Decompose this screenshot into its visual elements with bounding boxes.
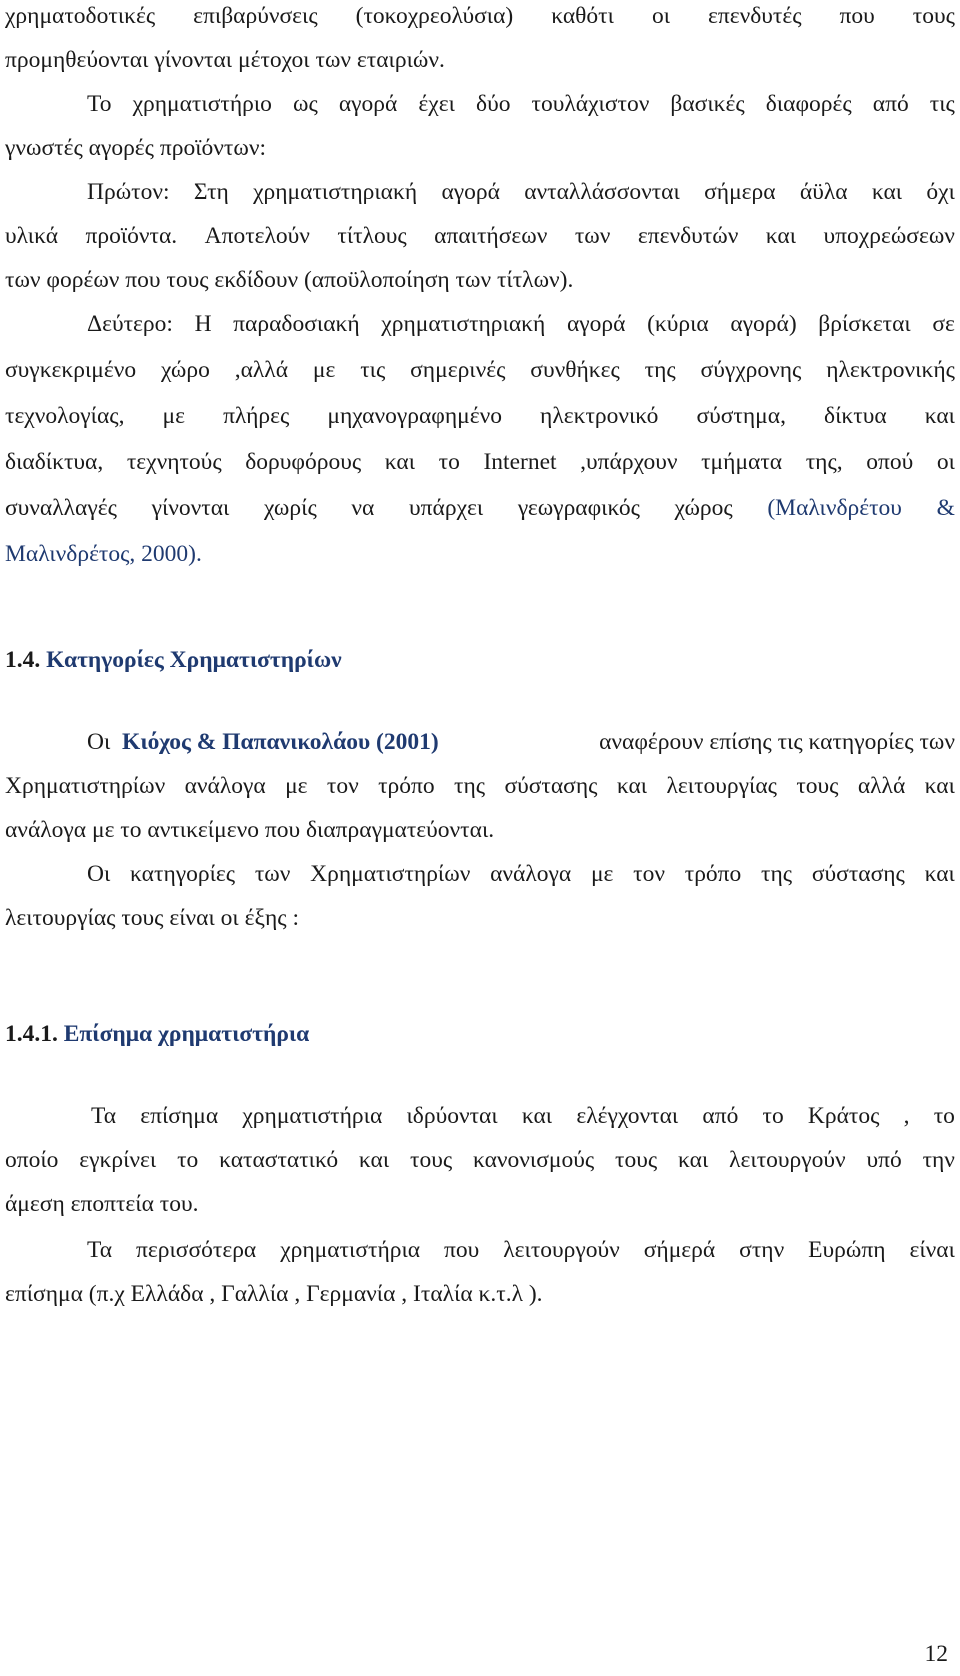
word: τεχνητούς: [126, 449, 222, 475]
word: σήμερα: [704, 179, 776, 205]
word: (τοκοχρεολύσια): [355, 3, 514, 29]
word: δύο: [476, 91, 511, 117]
word: Πρώτον:: [87, 179, 170, 205]
paragraph-line: [5, 310, 955, 338]
paragraph-line: [5, 860, 955, 888]
paragraph-line: [5, 772, 955, 800]
word: τους: [410, 1147, 453, 1173]
word: την: [922, 1147, 955, 1173]
word: που: [444, 1237, 480, 1263]
paragraph-line: [5, 448, 955, 476]
word: διαδίκτυα,: [5, 449, 104, 475]
word: ηλεκτρονικής: [826, 357, 955, 383]
word: ,αλλά: [234, 357, 289, 383]
word: επενδυτές: [708, 3, 802, 29]
word: υπό: [866, 1147, 902, 1173]
word: Αποτελούν: [204, 223, 310, 249]
word: συγκεκριμένο: [5, 357, 137, 383]
word: συναλλαγές: [5, 495, 117, 521]
word: χρηματοδοτικές: [5, 3, 156, 29]
word: και: [678, 1147, 709, 1173]
word: και: [924, 773, 955, 799]
word: οι: [651, 3, 671, 29]
word: από: [872, 91, 909, 117]
word: ,: [903, 1103, 910, 1129]
word: κατηγορίες: [130, 861, 236, 887]
word: και: [924, 861, 955, 887]
word: και: [358, 1147, 390, 1173]
subsection-heading: 1.4.1. Επίσημα χρηματιστήρια: [5, 1021, 310, 1047]
citation-word: (Μαλινδρέτου: [767, 495, 902, 521]
citation: Μαλινδρέτος, 2000).: [5, 541, 202, 567]
word: Οι: [87, 861, 111, 887]
word: τους: [912, 3, 955, 29]
word: με: [162, 403, 185, 429]
word: Κράτος: [807, 1103, 880, 1129]
word: διαφορές: [765, 91, 852, 117]
word: τίτλους: [337, 223, 407, 249]
word: βασικές: [670, 91, 745, 117]
word: της: [761, 861, 793, 887]
word: χρηματιστηριακή: [253, 179, 418, 205]
word: προϊόντα.: [85, 223, 178, 249]
word: χρηματιστήρια: [242, 1103, 383, 1129]
paragraph-line: των φορέων που τους εκδίδουν (αποϋλοποίηση των τίτλων).: [5, 267, 574, 293]
word: παραδοσιακή: [233, 311, 360, 337]
word: και: [871, 179, 903, 205]
word: εγκρίνει: [79, 1147, 157, 1173]
word: με: [285, 773, 308, 799]
word: σήμερά: [643, 1237, 716, 1263]
paragraph-line: [5, 402, 955, 430]
word: Η: [194, 311, 212, 337]
word: αλλά: [857, 773, 906, 799]
word: και: [616, 773, 648, 799]
word: από: [702, 1103, 739, 1129]
word: Χρηματιστηρίων: [5, 773, 166, 799]
word: της: [644, 357, 676, 383]
word: λειτουργίας: [666, 773, 777, 799]
word: δίκτυα: [824, 403, 887, 429]
word: και: [765, 223, 797, 249]
word: με: [590, 861, 614, 887]
word: τρόπο: [378, 773, 435, 799]
word: συνθήκες: [530, 357, 620, 383]
word: ,υπάρχουν: [580, 449, 678, 475]
word: γίνονται: [151, 495, 230, 521]
word: χρηματιστηριακή: [381, 311, 546, 337]
word: των: [574, 223, 611, 249]
paragraph-line: [5, 356, 955, 384]
word: αγορά: [441, 179, 500, 205]
word: ως: [292, 91, 318, 117]
paragraph-line: [5, 2, 955, 30]
word: Δεύτερο:: [87, 311, 173, 337]
word: υλικά: [5, 223, 59, 249]
word: (κύρια: [647, 311, 709, 337]
word: και: [384, 449, 416, 475]
word: τους: [615, 1147, 658, 1173]
word: αγορά): [730, 311, 797, 337]
citation-word: &: [936, 495, 955, 521]
word: Τα: [87, 1237, 113, 1263]
word: λειτουργούν: [503, 1237, 620, 1263]
word: και: [924, 403, 955, 429]
citation-authors: Κιόχος & Παπανικολάου (2001): [122, 729, 439, 755]
word: οποίο: [5, 1147, 59, 1173]
paragraph-line: [5, 222, 955, 250]
paragraph-line: [5, 178, 955, 206]
word: τρόπο: [684, 861, 742, 887]
word: δορυφόρους: [245, 449, 362, 475]
paragraph-line: επίσημα (π.χ Ελλάδα , Γαλλία , Γερμανία , Ιταλία κ.τ.λ ).: [5, 1281, 543, 1307]
word: τον: [326, 773, 359, 799]
paragraph-line: λειτουργίας τους είναι οι έξης :: [5, 905, 299, 931]
paragraph-line: γνωστές αγορές προϊόντων:: [5, 135, 266, 161]
word: αγορά: [338, 91, 398, 117]
word: τους: [796, 773, 839, 799]
word: χωρίς: [264, 495, 317, 521]
word: στην: [739, 1237, 785, 1263]
paragraph-line: [5, 494, 955, 522]
word: σύστασης: [811, 861, 905, 887]
word: και: [521, 1103, 553, 1129]
word: οπού: [866, 449, 914, 475]
word: των: [254, 861, 291, 887]
word: τις: [360, 357, 386, 383]
word: της,: [805, 449, 843, 475]
paragraph-line: [5, 1102, 955, 1130]
word: ηλεκτρονικό: [540, 403, 659, 429]
word: λειτουργούν: [729, 1147, 846, 1173]
word: ιδρύονται: [406, 1103, 498, 1129]
word: κανονισμούς: [472, 1147, 595, 1173]
word: ανάλογα: [490, 861, 572, 887]
word: απαιτήσεων: [434, 223, 548, 249]
word: τουλάχιστον: [531, 91, 650, 117]
word: Internet: [483, 449, 557, 475]
word: περισσότερα: [136, 1237, 257, 1263]
word: επενδυτών: [637, 223, 739, 249]
word: το: [933, 1103, 955, 1129]
word: σε: [932, 311, 955, 337]
word: πλήρες: [223, 403, 290, 429]
word: της: [454, 773, 486, 799]
word: σύστημα,: [696, 403, 786, 429]
word: που: [839, 3, 875, 29]
word: Τα: [91, 1103, 117, 1129]
word: τμήματα: [701, 449, 783, 475]
word: είναι: [909, 1237, 955, 1263]
word: ανάλογα: [184, 773, 266, 799]
word: χρηματιστήρια: [280, 1237, 421, 1263]
paragraph-line: [5, 90, 955, 118]
word: το: [438, 449, 460, 475]
word: με: [312, 357, 336, 383]
paragraph-line: άμεση εποπτεία του.: [5, 1191, 199, 1217]
word: Το: [87, 91, 112, 117]
paragraph-line: ανάλογα με το αντικείμενο που διαπραγματεύονται.: [5, 817, 495, 843]
word: έχει: [418, 91, 455, 117]
word: τον: [633, 861, 665, 887]
word: υπάρχει: [409, 495, 484, 521]
word: μηχανογραφημένο: [327, 403, 502, 429]
word: επίσημα: [140, 1103, 219, 1129]
word: γεωγραφικός: [517, 495, 640, 521]
word: χώρος: [674, 495, 733, 521]
word: Χρηματιστηρίων: [310, 861, 471, 887]
word: επιβαρύνσεις: [193, 3, 318, 29]
word: άϋλα: [799, 179, 848, 205]
word: βρίσκεται: [818, 311, 911, 337]
page-number: 12: [924, 1641, 948, 1667]
word: καταστατικό: [219, 1147, 339, 1173]
word: οι: [936, 449, 955, 475]
paragraph-line: Οι Κιόχος & Παπανικολάου (2001) αναφέρουν επίσης τις κατηγορίες των: [87, 729, 955, 755]
word: σημερινές: [410, 357, 506, 383]
section-heading: 1.4. Κατηγορίες Χρηματιστηρίων: [5, 647, 342, 673]
word: χρηματιστήριο: [132, 91, 272, 117]
word: τις: [929, 91, 955, 117]
word: το: [177, 1147, 199, 1173]
word: υποχρεώσεων: [823, 223, 955, 249]
word: καθότι: [551, 3, 614, 29]
word: σύγχρονης: [700, 357, 802, 383]
word: ανταλλάσσονται: [524, 179, 680, 205]
word: να: [351, 495, 375, 521]
word: όχι: [926, 179, 955, 205]
word: το: [762, 1103, 784, 1129]
word: Στη: [193, 179, 229, 205]
word: χώρο: [161, 357, 210, 383]
paragraph-line: [5, 1236, 955, 1264]
word: τεχνολογίας,: [5, 403, 125, 429]
word: σύστασης: [504, 773, 598, 799]
paragraph-line: προμηθεύονται γίνονται μέτοχοι των εταιριών.: [5, 47, 445, 73]
word: αγορά: [566, 311, 626, 337]
word: Ευρώπη: [808, 1237, 886, 1263]
paragraph-line: [5, 1146, 955, 1174]
word: ελέγχονται: [576, 1103, 679, 1129]
